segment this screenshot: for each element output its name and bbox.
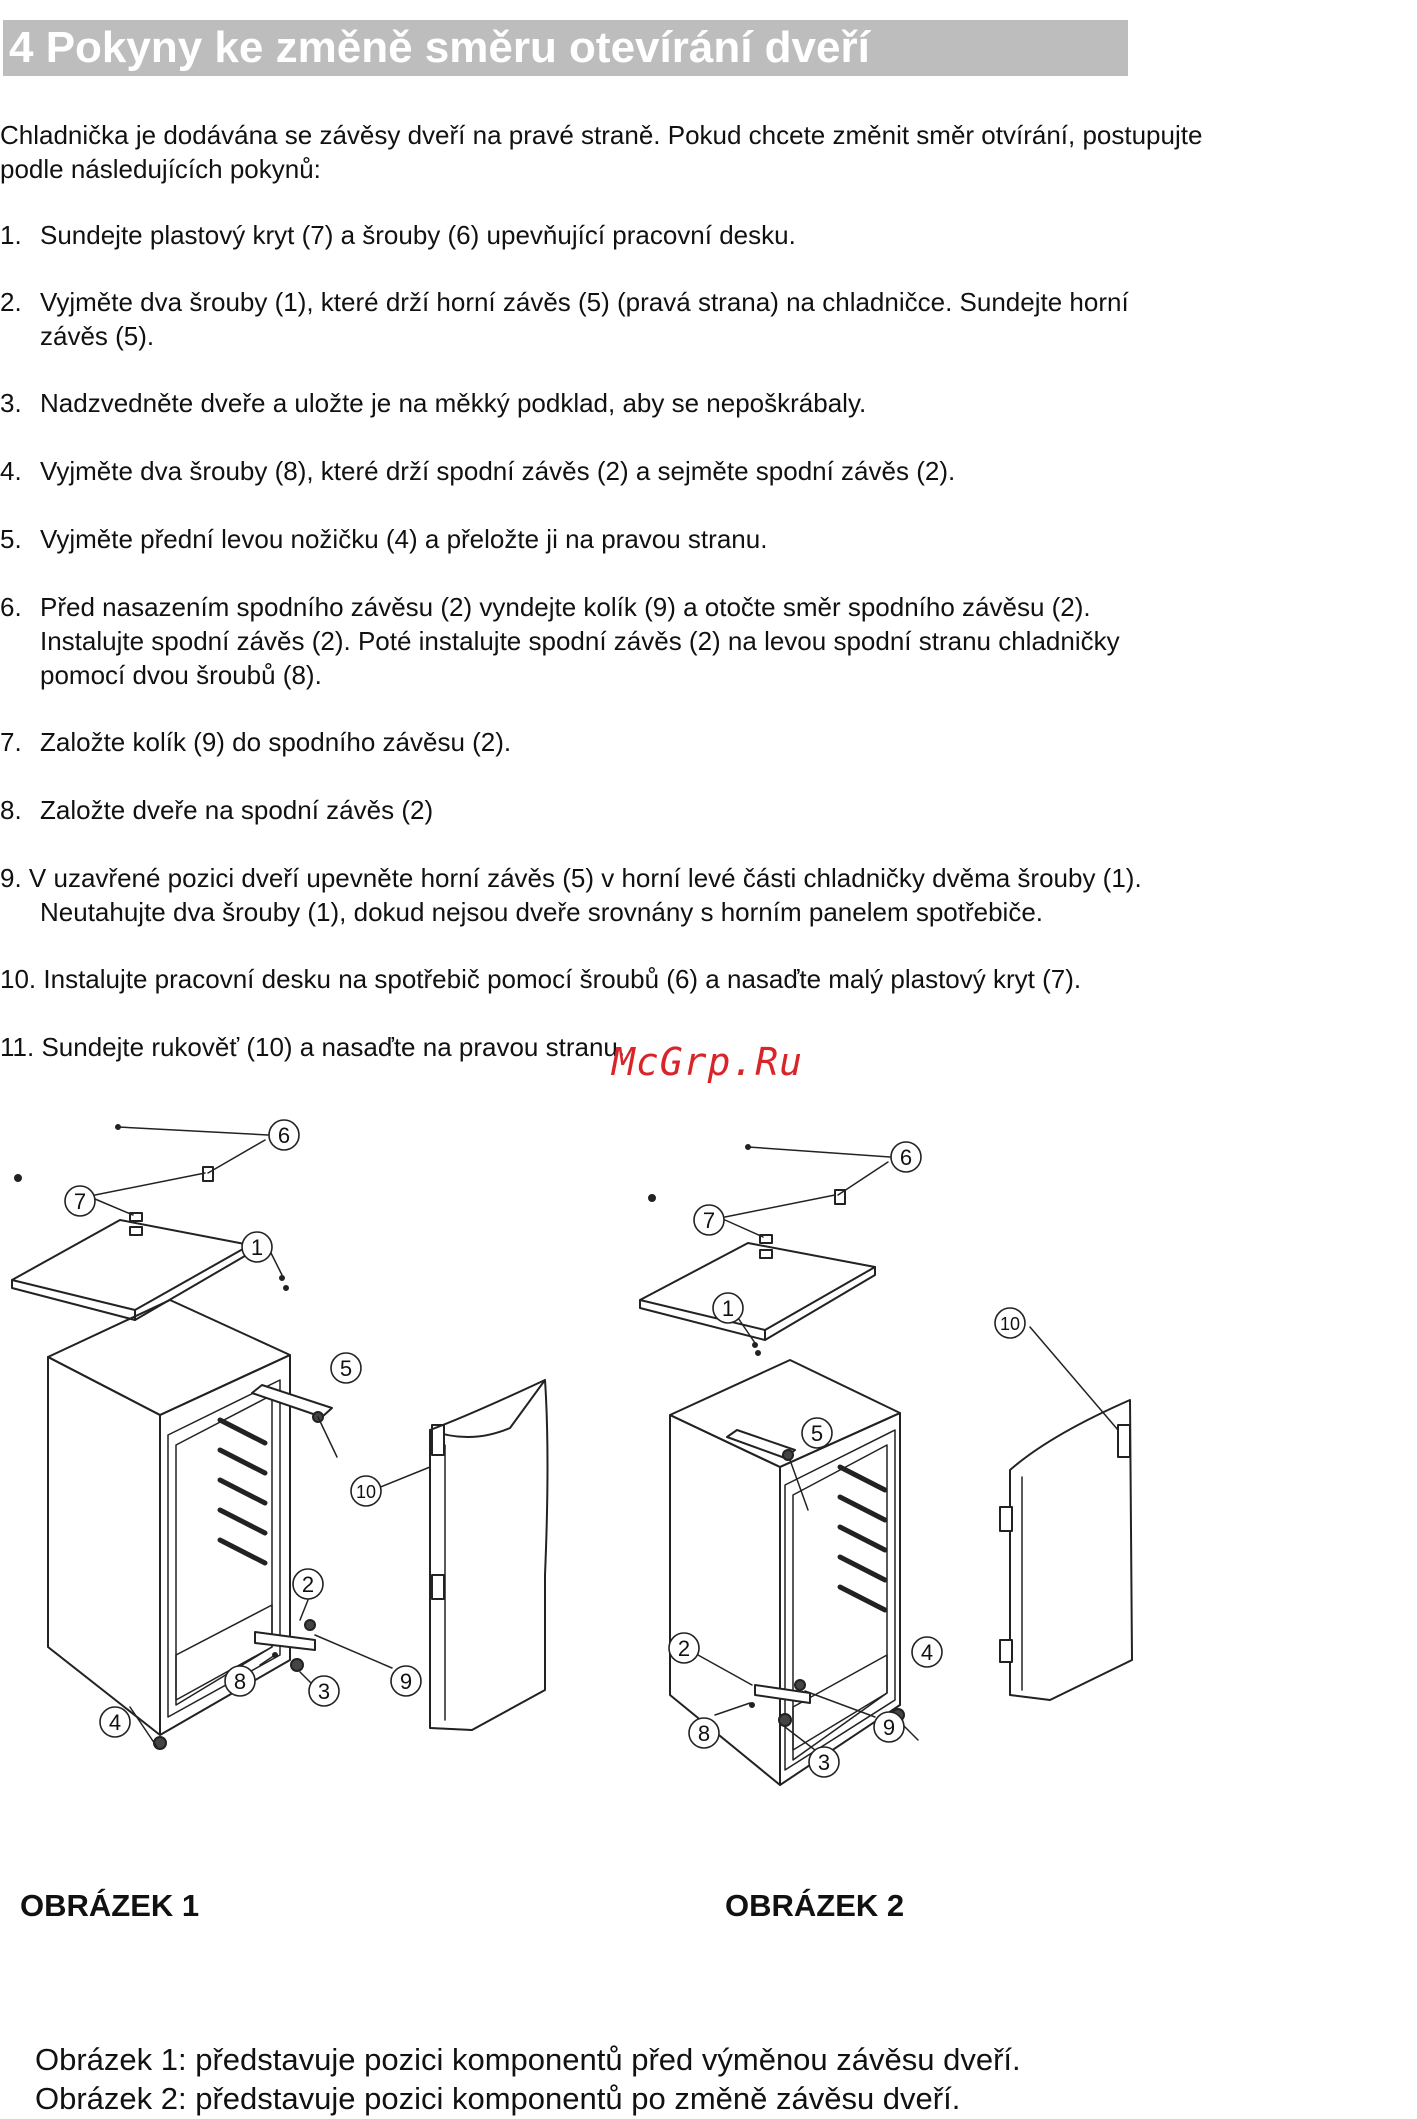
step-text: Vyjměte dva šrouby (8), které drží spodní závěs (2) a sejměte spodní závěs (2).	[40, 456, 956, 486]
callouts-figure-2	[669, 1142, 1025, 1777]
callouts-figure-1	[65, 1120, 421, 1737]
step-5	[0, 522, 1290, 556]
callout-label: 6	[277, 1123, 291, 1148]
step-text: V uzavřené pozici dveří upevněte horní závěs (5) v horní levé části chladničky dvěma šrouby (1).	[28, 863, 1142, 893]
step-number: 10.	[0, 964, 37, 994]
caption-figure-1: Obrázek 1: představuje pozici komponentů před výměnou závěsu dveří.	[35, 2042, 1021, 2077]
step-text: Před nasazením spodního závěsu (2) vyndejte kolík (9) a otočte směr spodního závěsu (2).	[40, 592, 1091, 622]
callout-label: 2	[301, 1572, 315, 1597]
step-2	[0, 285, 1290, 353]
step-number: 8.	[0, 795, 22, 825]
top-hinge-1	[252, 1235, 337, 1457]
step-number: 1.	[0, 220, 22, 250]
callout-label: 9	[399, 1669, 413, 1694]
step-text: Založte kolík (9) do spodního závěsu (2).	[40, 727, 512, 757]
door-2	[1000, 1327, 1132, 1700]
step-text-cont: Instalujte spodní závěs (2). Poté instalujte spodní závěs (2) na levou spodní stranu chladničky	[40, 626, 1120, 656]
step-text: Instalujte pracovní desku na spotřebič pomocí šroubů (6) a nasaďte malý plastový kryt (7).	[43, 964, 1082, 994]
step-text-cont: Neutahujte dva šrouby (1), dokud nejsou dveře srovnány s horním panelem spotřebiče.	[40, 897, 1044, 927]
callout-label: 4	[108, 1710, 122, 1735]
step-text: Sundejte plastový kryt (7) a šrouby (6) upevňující pracovní desku.	[40, 220, 796, 250]
watermark: McGrp.Ru	[612, 1040, 804, 1084]
callout-label: 8	[233, 1669, 247, 1694]
callout-label: 7	[73, 1189, 87, 1214]
worktop-2	[640, 1145, 875, 1340]
step-text: Nadzvedněte dveře a uložte je na měkký podklad, aby se nepoškrábaly.	[40, 388, 867, 418]
step-4	[0, 454, 1290, 488]
section-header	[3, 20, 1128, 76]
step-number: 11.	[0, 1032, 35, 1062]
callout-label: 3	[817, 1750, 831, 1775]
callout-label: 10	[999, 1314, 1021, 1334]
callout-label: 5	[810, 1421, 824, 1446]
step-number: 2.	[0, 287, 22, 317]
step-10	[0, 962, 1290, 996]
step-1	[0, 218, 1290, 252]
step-3	[0, 386, 1290, 420]
callout-label: 3	[317, 1679, 331, 1704]
callout-label: 10	[355, 1482, 377, 1502]
step-text: Vyjměte dva šrouby (1), které drží horní závěs (5) (pravá strana) na chladničce. Sundejte horní	[40, 287, 1129, 317]
callout-label: 4	[920, 1640, 934, 1665]
step-text: Sundejte rukověť (10) a nasaďte na pravou stranu.	[41, 1032, 626, 1062]
callout-label: 2	[677, 1636, 691, 1661]
step-text-cont: pomocí dvou šroubů (8).	[40, 660, 322, 690]
figure-1-label: OBRÁZEK 1	[20, 1888, 200, 1923]
door-reversal-illustration	[0, 1095, 1417, 1795]
bottom-hinge-1	[130, 1600, 392, 1747]
step-7	[0, 725, 1290, 759]
step-number: 7.	[0, 727, 22, 757]
callout-label: 7	[702, 1208, 716, 1233]
step-number: 6.	[0, 592, 22, 622]
step-9	[0, 861, 1290, 929]
callout-label: 1	[250, 1235, 264, 1260]
caption-figure-2: Obrázek 2: představuje pozici komponentů po změně závěsu dveří.	[35, 2081, 961, 2116]
worktop-1	[12, 1125, 250, 1320]
section-title: 4 Pokyny ke změně směru otevírání dveří	[9, 23, 870, 72]
intro-paragraph: Chladnička je dodávána se závěsy dveří na pravé straně. Pokud chcete změnit směr otvírání, postupujte podle následujících pokynů:	[0, 120, 1203, 184]
step-number: 3.	[0, 388, 22, 418]
figure-2-drawing	[640, 1142, 1132, 1785]
step-text-cont: závěs (5).	[40, 321, 155, 351]
step-number: 9.	[0, 863, 22, 893]
figure-1-drawing	[12, 1120, 548, 1749]
callout-label: 1	[721, 1296, 735, 1321]
step-number: 5.	[0, 524, 22, 554]
step-8	[0, 793, 1290, 827]
callout-label: 8	[697, 1721, 711, 1746]
callout-label: 9	[882, 1715, 896, 1740]
step-number: 4.	[0, 456, 22, 486]
callout-label: 6	[899, 1145, 913, 1170]
figure-2-label: OBRÁZEK 2	[725, 1888, 905, 1923]
callout-label: 5	[339, 1356, 353, 1381]
step-6	[0, 590, 1290, 692]
step-text: Vyjměte přední levou nožičku (4) a přeložte ji na pravou stranu.	[40, 524, 768, 554]
step-text: Založte dveře na spodní závěs (2)	[40, 795, 434, 825]
